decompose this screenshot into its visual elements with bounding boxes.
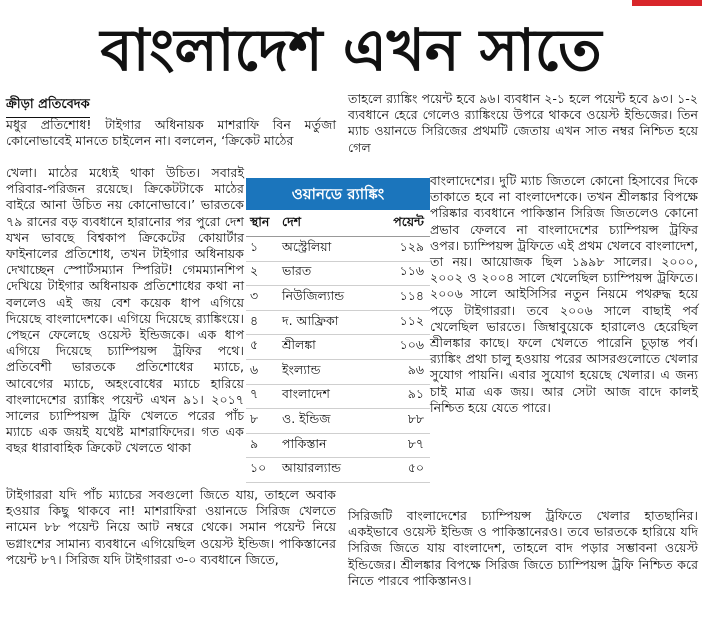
rank-cell: ১ <box>246 237 281 262</box>
country-cell: অস্ট্রেলিয়া <box>281 237 375 262</box>
table-row <box>246 261 430 286</box>
points-cell: ৮৭ <box>375 433 430 458</box>
table-row <box>246 286 430 311</box>
rank-cell: ২ <box>246 261 281 286</box>
article-col1-intro <box>6 117 336 149</box>
paragraph: সিরিজটি বাংলাদেশের চ্যাম্পিয়ন্স ট্রফিতে খেলার হাতছানির। একইভাবে ওয়েস্ট ইন্ডিজ ও পাকিস্তানেরও। তবে ভারতকে হারিয়ে যদি সিরিজ জিতে যায় বাংলাদেশ, তাহলে বাদ পড়ার সম্ভাবনা ওয়েস্ট ইন্ডিজের। শ্রীলঙ্কার বিপক্ষে সিরিজ জিতে চ্যাম্পিয়ন্স ট্রফি নিশ্চিত করে নিতে পারবে পাকিস্তানও। <box>348 508 698 588</box>
country-cell: পাকিস্তান <box>281 433 375 458</box>
ranking-box <box>246 178 430 476</box>
table-row <box>246 237 430 262</box>
paragraph: বাংলাদেশের। দুটি ম্যাচ জিতলে কোনো হিসাবের দিকে তাকাতে হবে না বাংলাদেশকে। তখন শ্রীলঙ্কার বিপক্ষে পরিষ্কার ব্যবধানে পাকিস্তান সিরিজ জিতলেও কোনো প্রভাব ফেলবে না বাংলাদেশের চ্যাম্পিয়ন্স ট্রফির ওপর। চ্যাম্পিয়ন্স ট্রফিতে এই প্রথম খেলবে বাংলাদেশ, তা নয়। আয়োজক ছিল ১৯৯৮ সালের। ২০০০, ২০০২ ও ২০০৪ সালে খেলেছিল চ্যাম্পিয়ন্স ট্রফিতে। ২০০৬ সালে আইসিসির নতুন নিয়মে পথরুদ্ধ হয়ে পড়ে টাইগাররা। তবে ২০০৬ সালে বাছাই পর্ব খেলেছিল ভারতে। জিম্বাবুয়েকে হারালেও হেরেছিল শ্রীলঙ্কার কাছে। ফলে খেলতে পারেনি চূড়ান্ত পর্ব। র‌্যাঙ্কিং প্রথা চালু হওয়ায় পরের আসরগুলোতে খেলার সুযোগ পায়নি। এবার সুযোগ হয়েছে খেলার। এ জন্য চাই মাত্র এক জয়। আর সেটা আজ বাদে কালই নিশ্চিত হয়ে যেতে পারে। <box>430 173 698 415</box>
rank-cell: ৪ <box>246 310 281 335</box>
table-row <box>246 384 430 409</box>
country-cell: বাংলাদেশ <box>281 384 375 409</box>
table-row <box>246 433 430 458</box>
ranking-rows <box>246 237 430 483</box>
table-row <box>246 335 430 360</box>
red-accent-bar <box>632 0 702 6</box>
article-col1-wrap <box>6 165 244 457</box>
points-cell: ১১৪ <box>375 286 430 311</box>
table-row <box>246 310 430 335</box>
rank-cell: ১০ <box>246 458 281 483</box>
ranking-table <box>246 212 430 483</box>
article-col2-wrap <box>430 173 698 416</box>
country-cell: নিউজিল্যান্ড <box>281 286 375 311</box>
points-cell: ১১৬ <box>375 261 430 286</box>
header-points: পয়েন্ট <box>375 212 430 237</box>
article-col2-bottom <box>348 508 698 589</box>
paragraph: তাহলে র‌্যাঙ্কিং পয়েন্ট হবে ৯৬। ব্যবধান ২-১ হলে পয়েন্ট হবে ৯৩। ১-২ ব্যবধানে হেরে গেলেও র‌্যাঙ্কিংয়ে উপরে থাকবে ওয়েস্ট ইন্ডিজের। তিন ম্যাচ ওয়ানডে সিরিজের প্রথমটি জেতায় এখন সাত নম্বর নিশ্চিত হয়ে গেল <box>348 91 698 155</box>
paragraph: টাইগাররা যদি পাঁচ ম্যাচের সবগুলো জিতে যায়, তাহলে অবাক হওয়ার কিছু থাকবে না! মাশরাফিরা ওয়ানডে সিরিজ খেলতে নামেন ৮৮ পয়েন্ট নিয়ে আট নম্বরে থেকে। সমান পয়েন্ট নিয়ে ভগ্নাংশের সামান্য ব্যবধানে এগিয়েছিল ওয়েস্ট ইন্ডিজ। পাকিস্তানের পয়েন্ট ৮৭। সিরিজ যদি টাইগাররা ৩-০ ব্যবধানে জিতে, <box>6 487 336 567</box>
header-rank: স্থান <box>246 212 281 237</box>
country-cell: শ্রীলঙ্কা <box>281 335 375 360</box>
table-row <box>246 409 430 434</box>
points-cell: ৮৮ <box>375 409 430 434</box>
table-row <box>246 359 430 384</box>
ranking-box-title: ওয়ানডে র‌্যাঙ্কিং <box>246 178 430 210</box>
points-cell: ৯৬ <box>375 359 430 384</box>
rank-cell: ৯ <box>246 433 281 458</box>
rank-cell: ৩ <box>246 286 281 311</box>
points-cell: ৯১ <box>375 384 430 409</box>
header-country: দেশ <box>281 212 375 237</box>
country-cell: দ. আফ্রিকা <box>281 310 375 335</box>
byline: ক্রীড়া প্রতিবেদক <box>6 95 90 118</box>
country-cell: ভারত <box>281 261 375 286</box>
rank-cell: ৬ <box>246 359 281 384</box>
points-cell: ৫০ <box>375 458 430 483</box>
rank-cell: ৮ <box>246 409 281 434</box>
points-cell: ১০৬ <box>375 335 430 360</box>
points-cell: ১১২ <box>375 310 430 335</box>
country-cell: আয়ারল্যান্ড <box>281 458 375 483</box>
points-cell: ১২৯ <box>375 237 430 262</box>
paragraph: খেলা। মাঠের মধ্যেই থাকা উচিত। সবারই পরিবার-পরিজন রয়েছে। ক্রিকেটটাকে মাঠের বাইরে আনা উচিত নয় কোনোভাবে।’ ভারতকে ৭৯ রানের বড় ব্যবধানে হারানোর পর পুরো দেশ যখন ভাবছে বিশ্বকাপ ক্রিকেটের কোয়ার্টার ফাইনালের প্রতিশোধ, তখন টাইগার অধিনায়ক দেখাচ্ছেন স্পোর্টসম্যান স্পিরিট! গেমম্যানশিপ দেখিয়ে টাইগার অধিনায়ক প্রতিশোধের কথা না বললেও এই জয় বেশ কয়েক ধাপ এগিয়ে দিয়েছে বাংলাদেশকে। এগিয়ে দিয়েছে র‌্যাঙ্কিংয়ে। পেছনে ফেলেছে ওয়েস্ট ইন্ডিজকে। এক ধাপ এগিয়ে দিয়েছে চ্যাম্পিয়ন্স ট্রফির পথে। প্রতিবেশী ভারতকে প্রতিশোধের ম্যাচে, আবেগের ম্যাচে, অহংবোধের ম্যাচে হারিয়ে বাংলাদেশের র‌্যাঙ্কিং পয়েন্ট এখন ৯১। ২০১৭ সালের চ্যাম্পিয়ন্স ট্রফি খেলতে পরের পাঁচ ম্যাচে এক জয়ই যথেষ্ট মাশরাফিদের। গত এক বছর ধারাবাহিক ক্রিকেট খেলতে থাকা <box>6 165 244 456</box>
rank-cell: ৫ <box>246 335 281 360</box>
rank-cell: ৭ <box>246 384 281 409</box>
article-col2-top <box>348 91 698 156</box>
table-row <box>246 458 430 483</box>
top-rule <box>0 0 702 6</box>
paragraph: মধুর প্রতিশোধ! টাইগার অধিনায়ক মাশরাফি বিন মর্তুজা কোনোভাবেই মানতে চাইলেন না। বললেন, ‘ক্রিকেট মাঠের <box>6 117 336 149</box>
article-col1-bottom <box>6 487 336 568</box>
headline: বাংলাদেশ এখন সাতে <box>100 16 602 84</box>
country-cell: ইংল্যান্ড <box>281 359 375 384</box>
ranking-header-row <box>246 212 430 237</box>
country-cell: ও. ইন্ডিজ <box>281 409 375 434</box>
